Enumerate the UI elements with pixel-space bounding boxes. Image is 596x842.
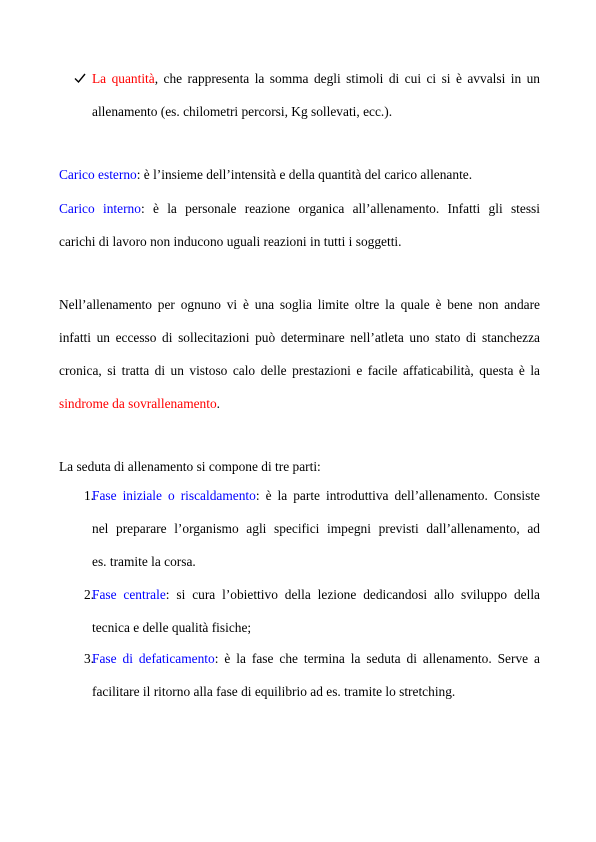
list-number: 3. bbox=[83, 651, 94, 666]
carico-esterno-term: Carico esterno bbox=[59, 167, 137, 182]
soglia-line-2: infatti un eccesso di sollecitazioni può determinare nell’atleta uno stato di stanchezza bbox=[59, 330, 540, 345]
sovrallenamento-term: sindrome da sovrallenamento bbox=[59, 396, 217, 411]
fase-iniziale-term: Fase iniziale o riscaldamento bbox=[92, 488, 256, 503]
checklist-line-1 bbox=[92, 71, 540, 87]
carico-interno-line-2: carichi di lavoro non inducono uguali reazioni in tutti i soggetti. bbox=[59, 234, 402, 249]
list-number: 1. bbox=[83, 488, 94, 503]
list-number: 2. bbox=[83, 587, 94, 602]
carico-interno-term: Carico interno bbox=[59, 201, 141, 216]
fase-centrale-term: Fase centrale bbox=[92, 587, 166, 602]
quantita-term: La quantità bbox=[92, 71, 155, 86]
checkmark-icon bbox=[73, 71, 87, 85]
carico-esterno-description: : è l’insieme dell’intensità e della quantità del carico allenante. bbox=[136, 167, 473, 182]
carico-interno-description: : è la personale reazione organica all’allenamento. Infatti gli stessi bbox=[140, 201, 540, 216]
document-page bbox=[59, 0, 540, 842]
seduta-intro: La seduta di allenamento si compone di tre parti: bbox=[59, 459, 321, 474]
list-item-2-line-2: tecnica e delle qualità fisiche; bbox=[92, 620, 252, 635]
fase-defaticamento-term: Fase di defaticamento bbox=[92, 651, 215, 666]
soglia-line-4: sindrome da sovrallenamento. bbox=[59, 396, 221, 411]
list-item-3-line-2: facilitare il ritorno alla fase di equilibrio ad es. tramite lo stretching. bbox=[92, 684, 456, 699]
checklist-line-2: allenamento (es. chilometri percorsi, Kg sollevati, ecc.). bbox=[92, 104, 393, 119]
carico-interno-line bbox=[59, 201, 540, 217]
list-item-2-line-1: Fase centrale: si cura l’obiettivo della lezione dedicandosi allo sviluppo della bbox=[92, 587, 541, 602]
list-item-1-line-1: Fase iniziale o riscaldamento: è la parte introduttiva dell’allenamento. Consiste bbox=[92, 488, 540, 503]
list-item-1-line-2: nel preparare l’organismo agli specifici impegni previsti dall’allenamento, ad bbox=[92, 521, 540, 536]
carico-esterno-line bbox=[59, 167, 540, 183]
list-item-3-line-1: Fase di defaticamento: è la fase che termina la seduta di allenamento. Serve a bbox=[92, 651, 540, 666]
soglia-line-3: cronica, si tratta di un vistoso calo delle prestazioni e facile affaticabilità, questa è la bbox=[59, 363, 540, 378]
list-item-1-line-3: es. tramite la corsa. bbox=[92, 554, 196, 569]
quantita-description: , che rappresenta la somma degli stimoli di cui ci si è avvalsi in un bbox=[154, 71, 540, 86]
soglia-line-1: Nell’allenamento per ognuno vi è una soglia limite oltre la quale è bene non andare bbox=[59, 297, 540, 312]
